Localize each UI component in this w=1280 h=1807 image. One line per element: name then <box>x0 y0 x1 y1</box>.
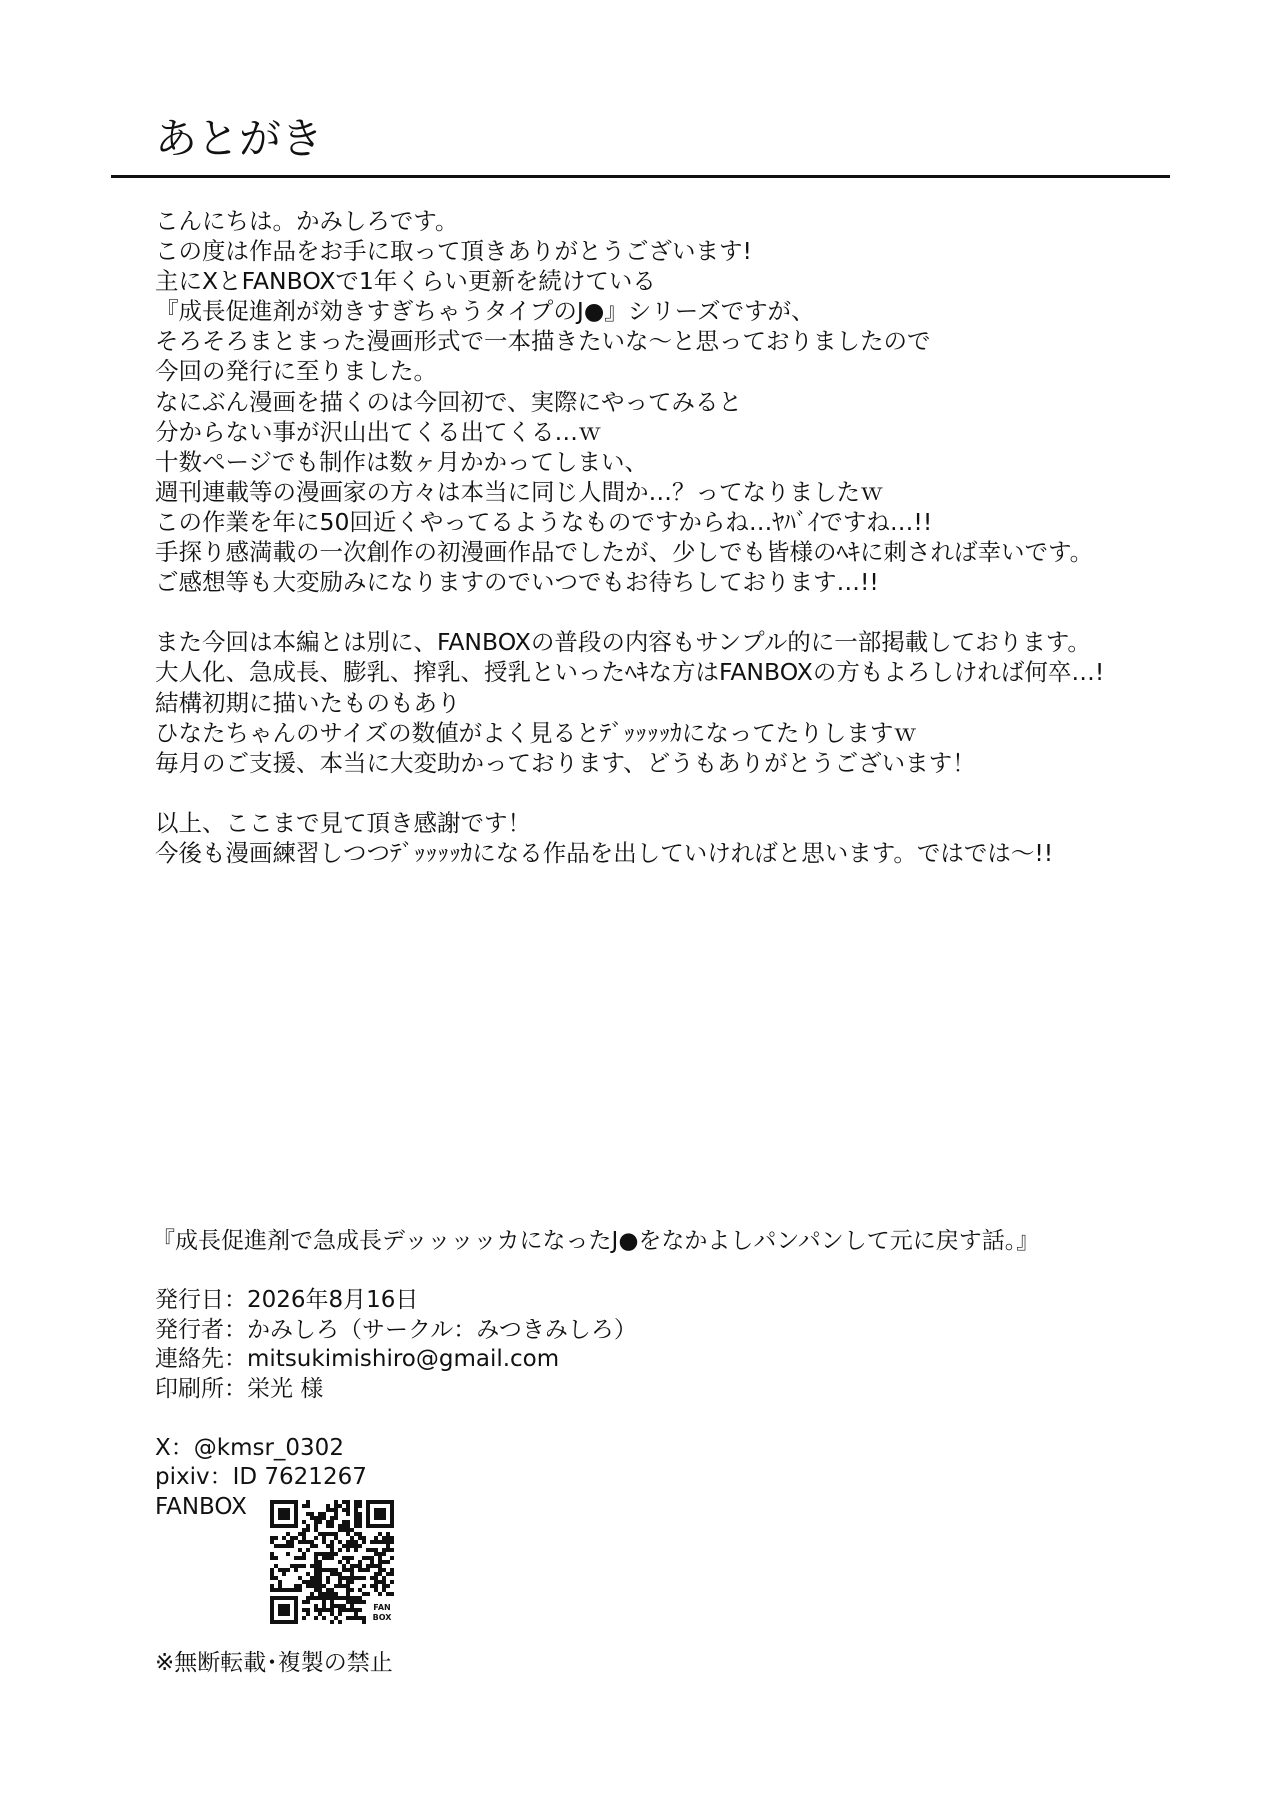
colophon <box>155 1286 637 1522</box>
text-line: 今後も漫画練習しつつﾃﾞｯｯｯｯｶになる作品を出していければと思います。ではでは～!! <box>155 838 1054 867</box>
paragraph-closing <box>155 808 1104 868</box>
text-line: この作業を年に50回近くやってるようなものですからね…ﾔﾊﾞｲですね…!! <box>155 507 933 536</box>
qr-badge-line-2: BOX <box>372 1613 392 1622</box>
paragraph-greeting <box>155 206 1104 597</box>
paragraph-fanbox <box>155 627 1104 777</box>
text-line: 主にXとFANBOXで1年くらい更新を続けている <box>155 267 656 296</box>
afterword-body <box>155 206 1104 868</box>
text-line: 毎月のご支援、本当に大変助かっております、どうもありがとうございます！ <box>155 748 976 777</box>
text-line: 分からない事が沢山出てくる出てくる…ｗ <box>155 417 602 446</box>
x-account: X：@kmsr_0302 <box>155 1434 344 1461</box>
text-line: なにぶん漫画を描くのは今回初で、実際にやってみると <box>155 387 743 416</box>
fanbox-label: FANBOX <box>155 1493 247 1520</box>
contact: 連絡先：mitsukimishiro@gmail.com <box>155 1346 560 1372</box>
reproduction-notice: ※無断転載･複製の禁止 <box>155 1650 393 1676</box>
text-line: 週刊連載等の漫画家の方々は本当に同じ人間か…？ってなりましたｗ <box>155 477 884 506</box>
publish-date: 発行日：2026年8月16日 <box>155 1287 419 1313</box>
text-line: 『成長促進剤が効きすぎちゃうタイプのJ●』シリーズですが、 <box>155 297 815 326</box>
finder-top-right <box>366 1500 394 1528</box>
text-line: この度は作品をお手に取って頂きありがとうございます! <box>155 237 752 266</box>
pixiv-id: pixiv：ID 7621267 <box>155 1464 367 1490</box>
text-line: 結構初期に描いたものもあり <box>155 688 461 717</box>
text-line: そろそろまとまった漫画形式で一本描きたいな～と思っておりましたので <box>155 327 931 356</box>
work-title: 『成長促進剤で急成長デッッッッカになったJ●をなかよしパンパンして元に戻す話。』 <box>152 1228 1040 1254</box>
text-line: こんにちは。かみしろです。 <box>155 207 459 235</box>
qr-badge-line-1: FAN <box>373 1603 391 1612</box>
colophon-gap <box>155 1404 637 1434</box>
publisher: 発行者：かみしろ（サークル：みつきみしろ） <box>155 1316 637 1343</box>
text-line: 今回の発行に至りました。 <box>155 357 437 386</box>
finder-top-left <box>270 1500 298 1528</box>
text-line: 十数ページでも制作は数ヶ月かかってしまい、 <box>155 447 649 476</box>
text-line: 以上、ここまで見て頂き感謝です！ <box>155 808 531 837</box>
paragraph-gap <box>155 778 1104 808</box>
printer: 印刷所：栄光 様 <box>155 1375 324 1402</box>
text-line: ご感想等も大変励みになりますのでいつでもお待ちしております…!! <box>155 568 879 597</box>
title-divider <box>111 175 1170 178</box>
paragraph-gap <box>155 597 1104 627</box>
text-line: また今回は本編とは別に、FANBOXの普段の内容もサンプル的に一部掲載しております。 <box>155 628 1091 657</box>
finder-bottom-left <box>270 1596 298 1624</box>
fanbox-qr-code <box>270 1500 394 1624</box>
page-title: あとがき <box>155 114 324 163</box>
text-line: 大人化、急成長、膨乳、搾乳、授乳といったﾍｷな方はFANBOXの方もよろしければ何卒…! <box>155 658 1105 687</box>
text-line: 手探り感満載の一次創作の初漫画作品でしたが、少しでも皆様のﾍｷに刺されば幸いです。 <box>155 538 1094 567</box>
text-line: ひなたちゃんのサイズの数値がよく見るとﾃﾞｯｯｯｯｶになってたりしますｗ <box>155 718 917 747</box>
